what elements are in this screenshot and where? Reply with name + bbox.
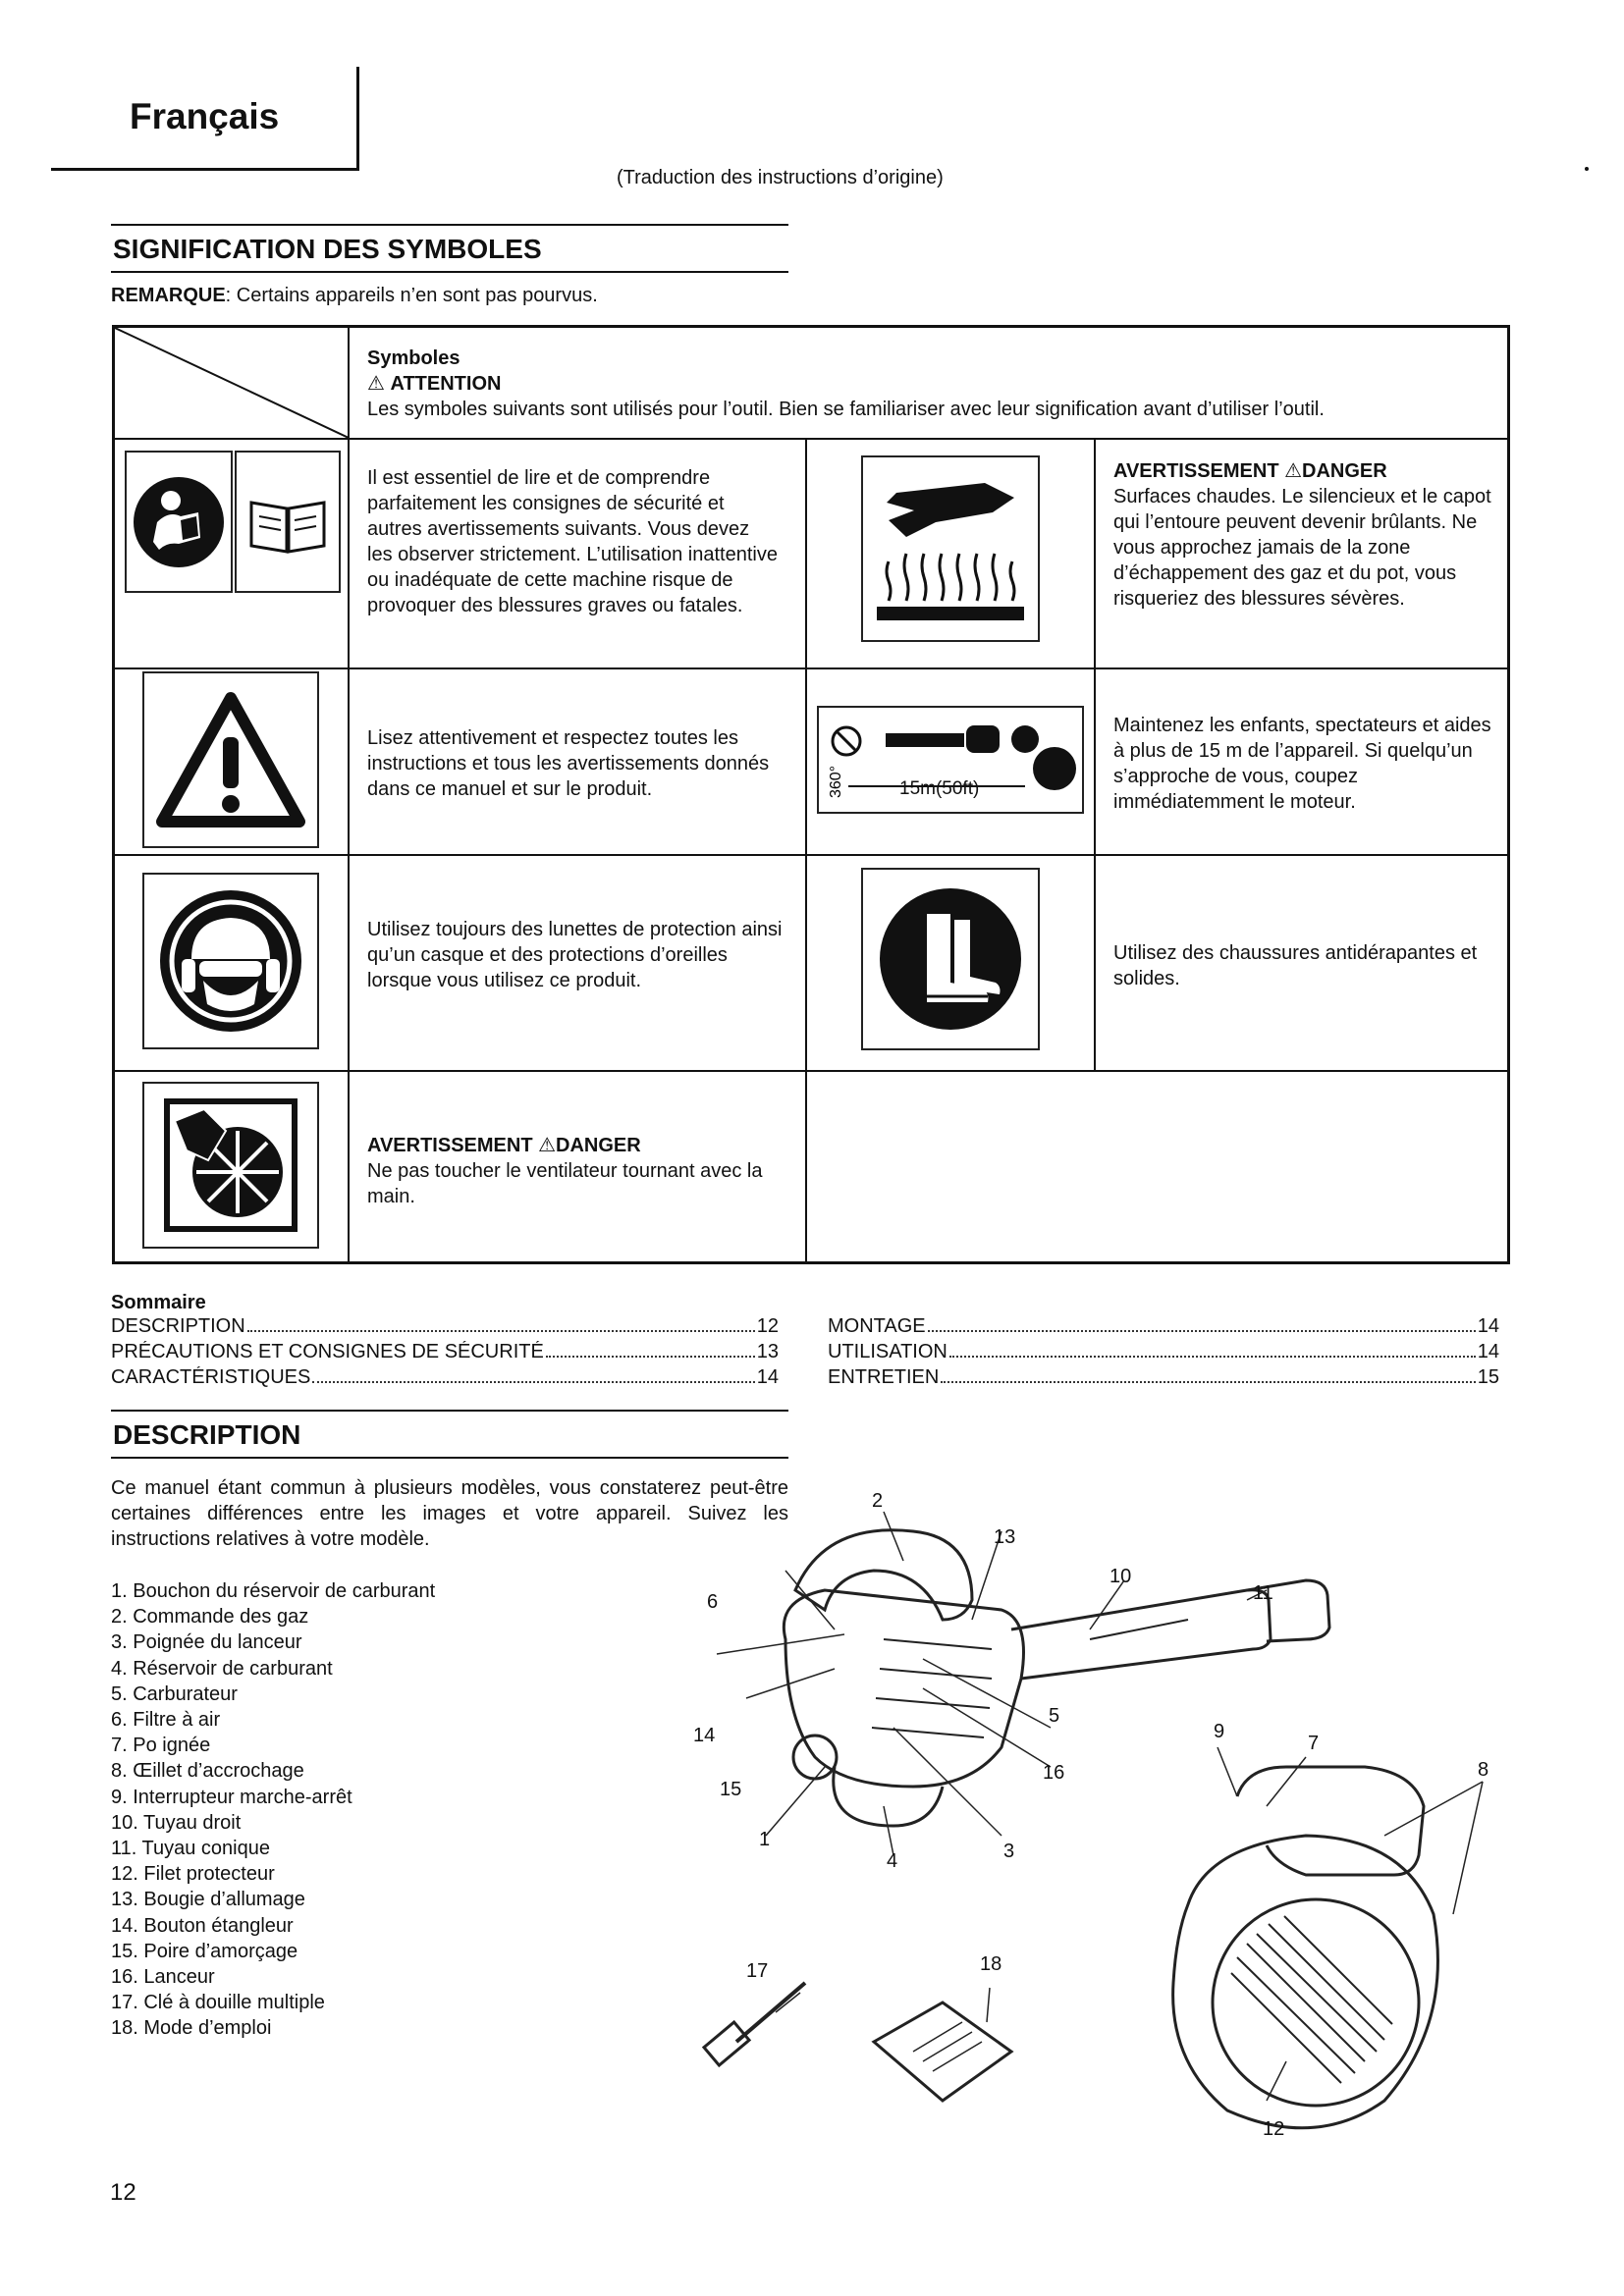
list-item: 17. Clé à douille multiple bbox=[111, 1992, 325, 2014]
callout-label: 10 bbox=[1110, 1566, 1132, 1587]
list-item: 6. Filtre à air bbox=[111, 1709, 221, 1732]
read-manual-icon bbox=[125, 451, 233, 593]
callout-label: 16 bbox=[1043, 1762, 1065, 1784]
list-item: 12. Filet protecteur bbox=[111, 1863, 275, 1886]
toc-entry-label: ENTRETIEN bbox=[828, 1366, 940, 1388]
read-instructions-text: Lisez attentivement et respectez toutes les instructions et tous les avertissements donnés dans ce manuel et sur le produit. bbox=[367, 727, 770, 800]
callout-label: 12 bbox=[1263, 2118, 1285, 2140]
list-item: 8. Œillet d’accrochage bbox=[111, 1760, 304, 1783]
toc-entry-page: 14 bbox=[756, 1366, 779, 1388]
distance-angle: 360° bbox=[828, 765, 844, 798]
keep-distance-text: Maintenez les enfants, spectateurs et aides à plus de 15 m de l’appareil. Si quelqu’un s’approche de vous, coupez immédiatemment le moteur. bbox=[1113, 715, 1491, 813]
description-section-title: DESCRIPTION bbox=[111, 1410, 788, 1459]
attention-label: ATTENTION bbox=[390, 373, 502, 395]
toc-entry[interactable] bbox=[828, 1341, 1499, 1363]
boots-text: Utilisez des chaussures antidérapantes et solides. bbox=[1113, 942, 1478, 989]
attention-icon: ⚠ bbox=[367, 373, 385, 395]
language-tab bbox=[51, 67, 359, 171]
callout-label: 3 bbox=[1003, 1841, 1015, 1862]
parts-list bbox=[111, 1578, 435, 2042]
toc-entry[interactable] bbox=[111, 1315, 779, 1338]
list-item: 2. Commande des gaz bbox=[111, 1606, 309, 1629]
list-item: 9. Interrupteur marche-arrêt bbox=[111, 1786, 352, 1808]
list-item: 1. Bouchon du réservoir de carburant bbox=[111, 1580, 436, 1602]
hot-surface-danger: DANGER bbox=[1302, 460, 1387, 482]
toc-entry-page: 15 bbox=[1477, 1366, 1499, 1388]
hot-surface-icon bbox=[861, 455, 1040, 642]
list-item: 3. Poignée du lanceur bbox=[111, 1631, 302, 1654]
toc-entry-label: PRÉCAUTIONS ET CONSIGNES DE SÉCURITÉ bbox=[111, 1341, 544, 1362]
warning-triangle-icon bbox=[142, 671, 319, 848]
callout-label: 11 bbox=[1253, 1582, 1273, 1604]
callout-label: 18 bbox=[980, 1953, 1002, 1975]
toc-entry[interactable] bbox=[828, 1366, 1499, 1389]
keep-distance-icon bbox=[817, 706, 1084, 814]
list-item: 4. Réservoir de carburant bbox=[111, 1657, 333, 1680]
fan-text: Ne pas toucher le ventilateur tournant avec la main. bbox=[367, 1160, 763, 1207]
callout-label: 1 bbox=[759, 1829, 771, 1850]
toc-entry-page: 14 bbox=[1477, 1315, 1499, 1337]
list-item: 5. Carburateur bbox=[111, 1682, 238, 1705]
callout-label: 6 bbox=[707, 1591, 719, 1613]
hot-surface-warning bbox=[1113, 458, 1501, 612]
callout-label: 2 bbox=[872, 1490, 884, 1512]
list-item: 7. Po ignée bbox=[111, 1735, 211, 1757]
callout-label: 4 bbox=[887, 1850, 898, 1872]
fan-warning bbox=[367, 1133, 789, 1209]
safety-boots-icon bbox=[861, 868, 1040, 1050]
callout-label: 17 bbox=[746, 1960, 769, 1982]
translation-note: (Traduction des instructions d’origine) bbox=[617, 167, 944, 188]
symbols-section-title: SIGNIFICATION DES SYMBOLES bbox=[111, 224, 788, 273]
danger-icon: ⚠ bbox=[1284, 460, 1303, 482]
callout-label: 7 bbox=[1308, 1733, 1320, 1754]
toc-entry-page: 13 bbox=[756, 1341, 779, 1362]
symbols-intro: Les symboles suivants sont utilisés pour l’outil. Bien se familiariser avec leur signification avant d’utiliser l’outil. bbox=[367, 399, 1325, 420]
callout-label: 14 bbox=[693, 1725, 716, 1746]
toc-entry[interactable] bbox=[828, 1315, 1499, 1338]
eye-ear-protection-icon bbox=[142, 873, 319, 1049]
page-mark bbox=[1585, 167, 1589, 171]
list-item: 13. Bougie d’allumage bbox=[111, 1889, 305, 1911]
callout-label: 5 bbox=[1049, 1705, 1060, 1727]
remark-label: REMARQUE bbox=[111, 285, 226, 306]
symbols-table bbox=[112, 325, 1510, 1264]
read-manual-text: Il est essentiel de lire et de comprendre parfaitement les consignes de sécurité et autres avertissements suivants. Vous devez les observer strictement. L’utilisation inattentive ou inadéquate de cette machine risque de provoquer des blessures graves ou fatales. bbox=[367, 467, 778, 616]
blower-diagram bbox=[677, 1472, 1512, 2160]
list-item: 15. Poire d’amorçage bbox=[111, 1940, 298, 1962]
danger-icon: ⚠ bbox=[538, 1135, 557, 1156]
page-number: 12 bbox=[110, 2179, 136, 2206]
callout-label: 13 bbox=[994, 1526, 1016, 1548]
toc-entry[interactable] bbox=[111, 1341, 779, 1363]
hot-surface-text: Surfaces chaudes. Le silencieux et le capot qui l’entoure peuvent devenir brûlants. Ne vous approchez jamais de la zone d’échappement des gaz et du pot, vous risqueriez des blessures sévères. bbox=[1113, 486, 1491, 610]
symbols-heading: Symboles bbox=[367, 347, 460, 369]
list-item: 11. Tuyau conique bbox=[111, 1838, 270, 1860]
remark bbox=[111, 285, 598, 307]
toc-title: Sommaire bbox=[111, 1292, 206, 1313]
fan-title: AVERTISSEMENT bbox=[367, 1135, 533, 1156]
book-icon bbox=[235, 451, 341, 593]
protection-text: Utilisez toujours des lunettes de protection ainsi qu’un casque et des protections d’oreilles lorsque vous utilisez ce produit. bbox=[367, 919, 783, 991]
callout-label: 15 bbox=[720, 1779, 742, 1800]
description-intro: Ce manuel étant commun à plusieurs modèles, vous constaterez peut-être certaines différences entre les images et votre appareil. Suivez les instructions relatives à votre modèle. bbox=[111, 1477, 788, 1550]
toc-entry-label: UTILISATION bbox=[828, 1341, 947, 1362]
toc-entry-label: MONTAGE bbox=[828, 1315, 926, 1337]
toc-entry-label: DESCRIPTION bbox=[111, 1315, 245, 1337]
toc-entry[interactable] bbox=[111, 1366, 779, 1389]
list-item: 10. Tuyau droit bbox=[111, 1811, 242, 1834]
language-label: Français bbox=[130, 96, 280, 136]
callout-label: 8 bbox=[1478, 1759, 1489, 1781]
toc-entry-page: 14 bbox=[1477, 1341, 1499, 1362]
toc-entry-label: CARACTÉRISTIQUES bbox=[111, 1366, 311, 1388]
callout-label: 9 bbox=[1214, 1721, 1225, 1742]
list-item: 18. Mode d’emploi bbox=[111, 2017, 272, 2040]
fan-danger: DANGER bbox=[556, 1135, 641, 1156]
remark-text: : Certains appareils n’en sont pas pourvus. bbox=[225, 285, 598, 306]
toc-entry-page: 12 bbox=[756, 1315, 779, 1337]
symbols-header bbox=[367, 346, 1496, 422]
list-item: 16. Lanceur bbox=[111, 1966, 215, 1989]
hot-surface-title: AVERTISSEMENT bbox=[1113, 460, 1279, 482]
distance-label: 15m(50ft) bbox=[899, 778, 980, 799]
rotating-fan-icon bbox=[142, 1082, 319, 1249]
list-item: 14. Bouton étangleur bbox=[111, 1914, 294, 1937]
header-diagonal bbox=[115, 328, 349, 438]
